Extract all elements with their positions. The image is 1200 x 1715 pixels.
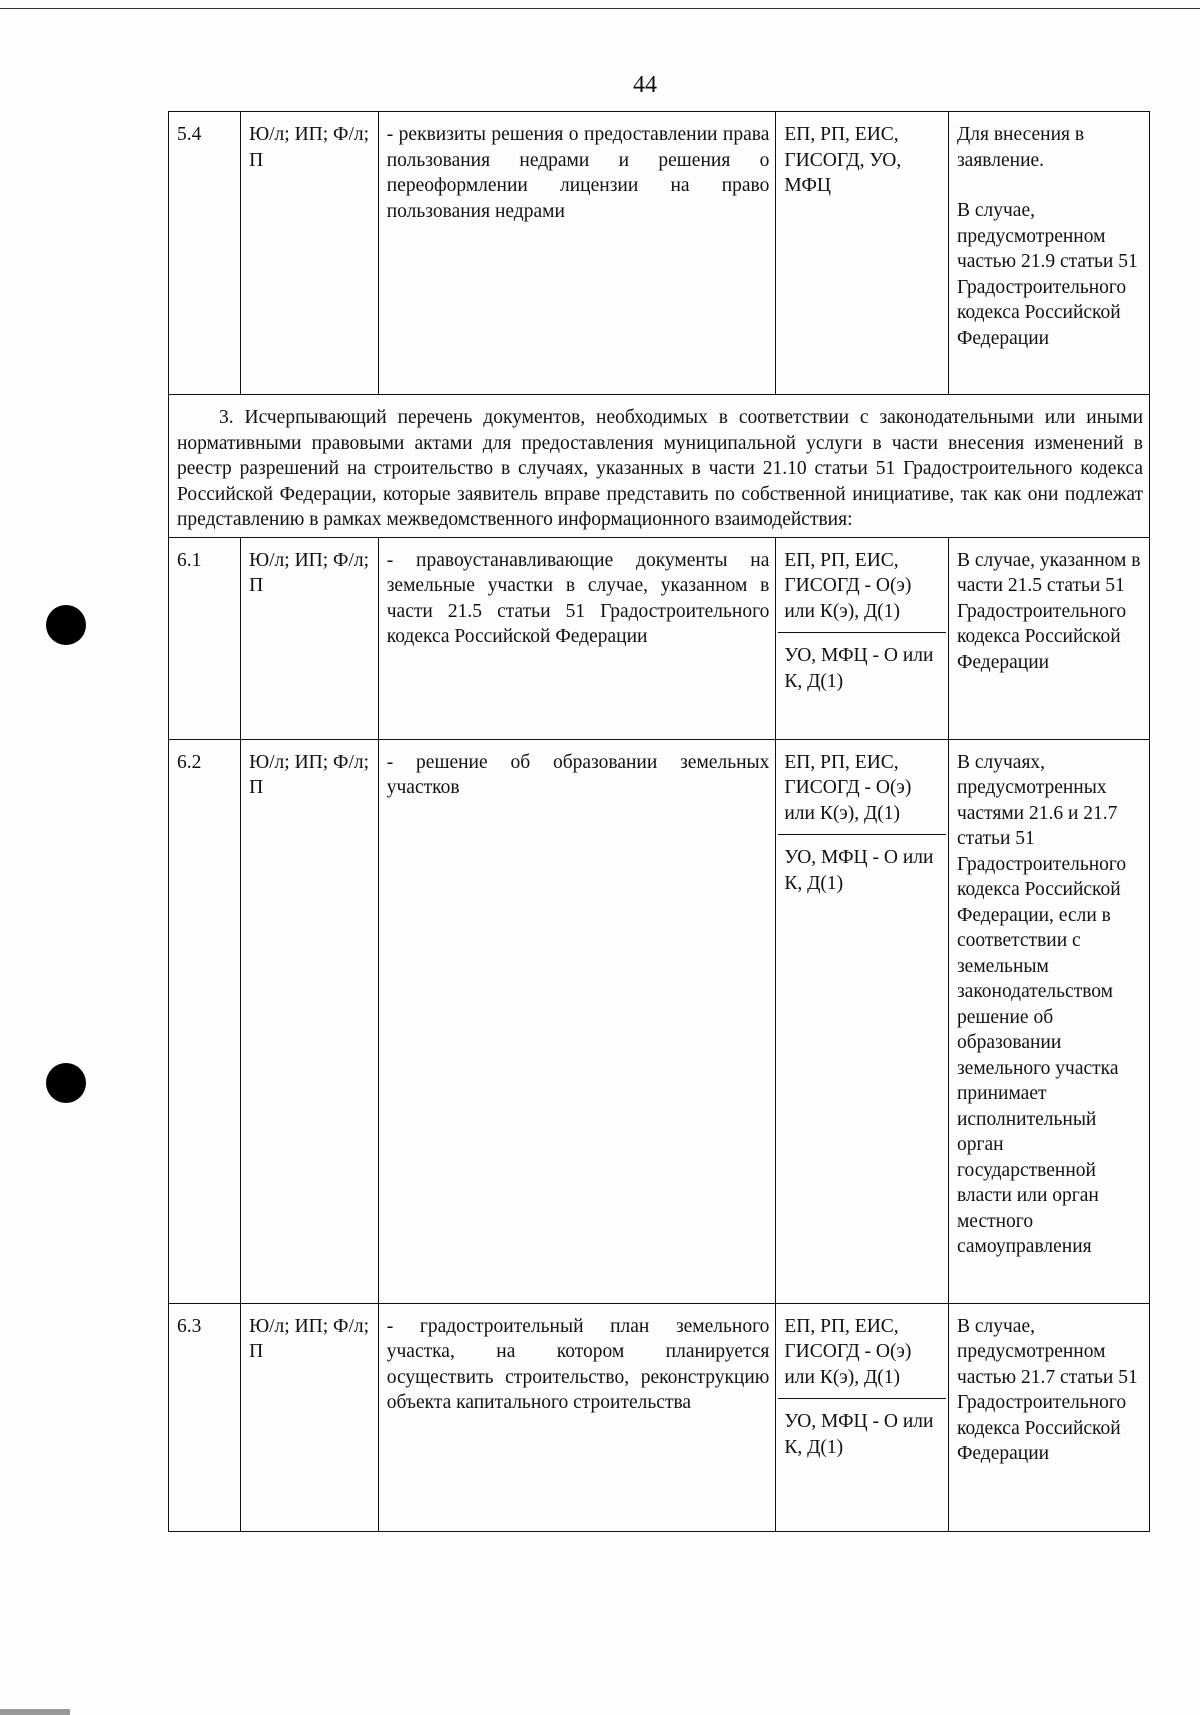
document-description: - реквизиты решения о предоставлении права пользования недрами и решения о переоформлении лицензии на право пользования недрами bbox=[378, 112, 776, 395]
table-row bbox=[169, 112, 1150, 395]
section-heading bbox=[169, 395, 1150, 538]
submission-channels: ЕП, РП, ЕИС, ГИСОГД, УО, МФЦ bbox=[776, 112, 949, 395]
applicant-types: Ю/л; ИП; Ф/л; П bbox=[241, 112, 379, 395]
applicant-types: Ю/л; ИП; Ф/л; П bbox=[241, 537, 379, 739]
section-heading-row bbox=[169, 395, 1150, 538]
note-text: В случае, предусмотренном частью 21.7 статьи 51 Градостроительного кодекса Российской Федерации bbox=[948, 1303, 1149, 1531]
in-person-channels: УО, МФЦ - О или К, Д(1) bbox=[784, 645, 934, 692]
document-description: - решение об образовании земельных участков bbox=[378, 739, 776, 1303]
applicant-types: Ю/л; ИП; Ф/л; П bbox=[241, 1303, 379, 1531]
row-number: 6.1 bbox=[169, 537, 241, 739]
row-number: 5.4 bbox=[169, 112, 241, 395]
submission-channels bbox=[776, 1303, 949, 1531]
note-text: В случае, предусмотренном частью 21.9 статьи 51 Градостроительного кодекса Российской Федерации bbox=[956, 200, 1138, 349]
electronic-channels: ЕП, РП, ЕИС, ГИСОГД - О(э) или К(э), Д(1) bbox=[778, 548, 946, 634]
submission-channels bbox=[776, 739, 949, 1303]
in-person-channels: УО, МФЦ - О или К, Д(1) bbox=[784, 1411, 934, 1458]
note-text: Для внесения в заявление. bbox=[956, 124, 1085, 171]
note-cell bbox=[948, 112, 1149, 395]
page-top-rule bbox=[0, 8, 1200, 9]
note-text: В случае, указанном в части 21.5 статьи 51 Градостроительного кодекса Российской Федерации bbox=[948, 537, 1149, 739]
row-number: 6.3 bbox=[169, 1303, 241, 1531]
table-row bbox=[169, 537, 1150, 739]
scan-edge-mark bbox=[0, 1709, 70, 1715]
applicant-types: Ю/л; ИП; Ф/л; П bbox=[241, 739, 379, 1303]
document-description: - правоустанавливающие документы на земельные участки в случае, указанном в части 21.5 статьи 51 Градостроительного кодекса Российской Федерации bbox=[378, 537, 776, 739]
page-number: 44 bbox=[633, 72, 657, 98]
documents-table bbox=[168, 111, 1150, 1532]
section-heading-text: 3. Исчерпывающий перечень документов, необходимых в соответствии с законодательными или иными нормативными правовыми актами для предоставления муниципальной услуги в части внесения изменений в реестр разрешений на строительство в случаях, указанных в части 21.10 статьи 51 Градостроительного кодекса Российской Федерации, которые заявитель вправе представить по собственной инициативе, так как они подлежат представлению в рамках межведомственного информационного взаимодействия: bbox=[177, 407, 1143, 530]
electronic-channels: ЕП, РП, ЕИС, ГИСОГД - О(э) или К(э), Д(1) bbox=[778, 1314, 946, 1400]
in-person-channels: УО, МФЦ - О или К, Д(1) bbox=[784, 847, 934, 894]
row-number: 6.2 bbox=[169, 739, 241, 1303]
submission-channels bbox=[776, 537, 949, 739]
electronic-channels: ЕП, РП, ЕИС, ГИСОГД - О(э) или К(э), Д(1) bbox=[778, 750, 946, 836]
table-row bbox=[169, 739, 1150, 1303]
document-description: - градостроительный план земельного участка, на котором планируется осуществить строительство, реконструкцию объекта капитального строительства bbox=[378, 1303, 776, 1531]
table-row bbox=[169, 1303, 1150, 1531]
punch-hole-mark bbox=[46, 1063, 86, 1103]
punch-hole-mark bbox=[46, 605, 86, 645]
note-text: В случаях, предусмотренных частями 21.6 и 21.7 статьи 51 Градостроительного кодекса Российской Федерации, если в соответствии с земельным законодательством решение об образовании земельного участка принимает исполнительный орган государственной власти или орган местного самоуправления bbox=[948, 739, 1149, 1303]
